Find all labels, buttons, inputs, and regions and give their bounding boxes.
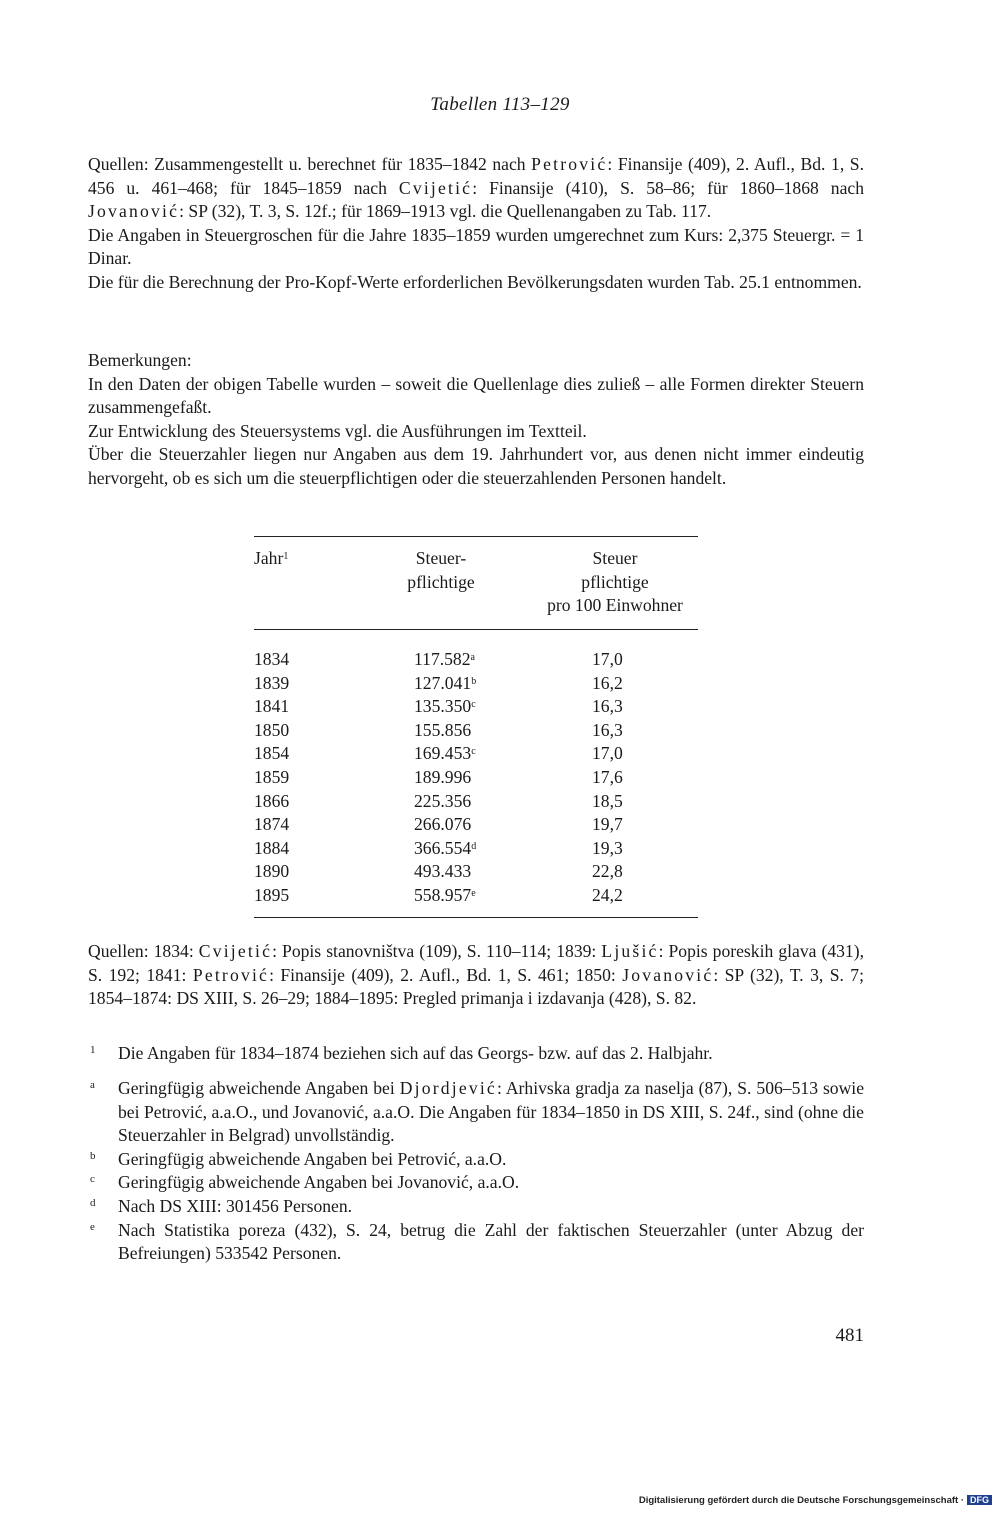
running-head: Tabellen 113–129 [430, 94, 570, 115]
table-sources-paragraph [88, 940, 864, 1011]
cell-value: 169.453 [414, 743, 472, 764]
cell-per-100: 18,5 [592, 790, 623, 811]
cell-value: 266.076 [414, 814, 472, 835]
footnote-c [88, 1171, 864, 1195]
table-body [254, 648, 698, 908]
footnote-mark: d [90, 1196, 96, 1209]
cell-value: 366.554 [414, 837, 472, 858]
cell-value: 493.433 [414, 861, 472, 882]
table-row [254, 790, 698, 814]
remarks-paragraph-2: Zur Entwicklung des Steuersystems vgl. die Ausführungen im Textteil. [88, 420, 587, 441]
cell-taxpayers [414, 790, 471, 814]
footnote-mark: b [90, 1149, 96, 1162]
cell-value: 135.350 [414, 696, 472, 717]
author-name: Cvijetić [398, 177, 473, 198]
header-line: pflichtige [407, 571, 475, 592]
cell-per-100: 19,3 [592, 837, 623, 858]
cell-value: 558.957 [414, 884, 472, 905]
footnote-ref: c [471, 746, 476, 758]
cell-year: 1854 [254, 743, 290, 764]
footnote-mark: 1 [90, 1044, 96, 1056]
table-bottom-rule [254, 917, 698, 918]
cell-year: 1890 [254, 861, 290, 882]
footnote-mark: a [90, 1079, 95, 1091]
header-line: pro 100 Einwohner [547, 595, 683, 616]
remarks-paragraph-3: Über die Steuerzahler liegen nur Angaben aus dem 19. Jahrhundert vor, aus denen nicht immer eindeutig hervorgeht, ob es sich um die steuerpflichtigen oder die steuerzahlenden Personen handelt. [88, 444, 864, 488]
footnote-text: Geringfügig abweichende Angaben bei Jovanović, a.a.O. [118, 1172, 520, 1193]
footnote-mark: c [90, 1173, 95, 1186]
table-top-rule [254, 536, 698, 537]
page-number: 481 [835, 1325, 864, 1346]
footnote-a [88, 1077, 864, 1148]
table-row [254, 742, 698, 766]
footnote-ref: 1 [283, 551, 289, 562]
cell-year: 1841 [254, 696, 290, 717]
table-row [254, 766, 698, 790]
author-name: Jovanović [88, 201, 180, 222]
cell-per-100: 19,7 [592, 814, 623, 835]
cell-value: 127.041 [414, 672, 472, 693]
cell-value: 155.856 [414, 719, 472, 740]
table-row [254, 648, 698, 672]
cell-per-100: 16,3 [592, 719, 623, 740]
cell-taxpayers [414, 884, 476, 908]
footnote-ref: d [471, 840, 477, 852]
cell-year: 1834 [254, 649, 290, 669]
text-run: : SP (32), T. 3, S. 7; 1854–1874: DS XIII, S. 26–29; 1884–1895: Pregled primanja i izdavanja (428), S. 82. [88, 964, 864, 1009]
footnote-ref: c [471, 699, 476, 711]
table-header-rule [254, 629, 698, 630]
cell-per-100: 16,2 [592, 672, 623, 693]
author-name: Petrović [531, 154, 608, 174]
cell-taxpayers [414, 813, 471, 837]
cell-year: 1839 [254, 672, 290, 693]
remarks-heading: Bemerkungen: [88, 350, 192, 370]
sources-paragraph-2: Die Angaben in Steuergroschen für die Jahre 1835–1859 wurden umgerechnet zum Kurs: 2,375 Steuergr. = 1 Dinar. [88, 224, 864, 269]
footnote [88, 1042, 864, 1066]
text-run: : Popis stanovništva (109), S. 110–114; 1839: [272, 941, 602, 961]
text-run: Geringfügig abweichende Angaben bei [118, 1078, 400, 1098]
remarks-block [88, 349, 864, 491]
cell-taxpayers [414, 837, 476, 861]
header-line: Steuer [592, 548, 638, 568]
footnote-ref: e [471, 887, 476, 899]
cell-taxpayers [414, 860, 471, 884]
cell-per-100: 22,8 [592, 861, 623, 882]
table-row [254, 860, 698, 884]
footnote-1 [88, 1042, 864, 1066]
footnote-list [88, 1077, 864, 1266]
dfg-logo: DFG [967, 1495, 992, 1505]
text-run: : SP (32), T. 3, S. 12f.; für 1869–1913 vgl. die Quellenangaben zu Tab. 117. [179, 201, 712, 222]
cell-per-100: 24,2 [592, 884, 623, 905]
text-run: Quellen: Zusammengestellt u. berechnet für 1835–1842 nach [88, 154, 532, 174]
table-row [254, 837, 698, 861]
text-run: : Finansije (410), S. 58–86; für 1860–1868 nach [472, 177, 864, 198]
credit-text: Digitalisierung gefördert durch die Deutsche Forschungsgemeinschaft · [638, 1495, 964, 1506]
footnote-text: Nach Statistika poreza (432), S. 24, betrug die Zahl der faktischen Steuerzahler (unter Abzug der Befreiungen) 533542 Personen. [118, 1219, 864, 1264]
cell-year: 1866 [254, 790, 290, 811]
sources-paragraph-3: Die für die Berechnung der Pro-Kopf-Werte erforderlichen Bevölkerungsdaten wurden Tab. 25.1 entnommen. [88, 271, 862, 292]
footnote-b [88, 1148, 864, 1172]
cell-taxpayers [414, 648, 475, 672]
footnote-d [88, 1195, 864, 1219]
text-run: : Popis poreskih glava (431), S. 192; 1841: [88, 941, 864, 985]
author-name: Petrović [192, 964, 270, 985]
cell-year: 1850 [254, 719, 290, 740]
footnote-text: Nach DS XIII: 301456 Personen. [118, 1195, 353, 1216]
author-name: Jovanović [622, 964, 714, 985]
footnote-mark: e [90, 1220, 95, 1233]
author-name: Ljušić [601, 941, 659, 961]
cell-taxpayers [414, 766, 471, 790]
cell-taxpayers [414, 719, 471, 743]
table-row [254, 813, 698, 837]
column-header-year [254, 547, 288, 571]
footnote-text: Geringfügig abweichende Angaben bei Petrović, a.a.O. [118, 1148, 507, 1169]
cell-per-100: 17,6 [592, 766, 623, 787]
table-row [254, 884, 698, 908]
author-name: Cvijetić [198, 941, 273, 961]
cell-taxpayers [414, 695, 476, 719]
footnote-e [88, 1219, 864, 1266]
header-line: Steuer- [415, 548, 467, 568]
cell-year: 1859 [254, 766, 290, 787]
table-row [254, 672, 698, 696]
header-text: Jahr [254, 548, 284, 568]
cell-value: 189.996 [414, 766, 472, 787]
footnote-text [88, 1077, 864, 1148]
cell-per-100: 17,0 [592, 649, 623, 669]
cell-value: 225.356 [414, 790, 472, 811]
cell-per-100: 17,0 [592, 743, 623, 764]
sources-paragraph-1 [88, 153, 864, 224]
column-header-taxpayers [386, 547, 496, 594]
footnote-ref: b [471, 675, 477, 687]
cell-per-100: 16,3 [592, 696, 623, 717]
cell-year: 1884 [254, 837, 290, 858]
table-row [254, 695, 698, 719]
text-run: Quellen: 1834: [88, 941, 199, 961]
text-run: : Finansije (409), 2. Aufl., Bd. 1, S. 461; 1850: [269, 964, 623, 985]
remarks-paragraph-1: In den Daten der obigen Tabelle wurden – soweit die Quellenlage dies zuließ – alle Formen direkter Steuern zusammengefaßt. [88, 373, 864, 418]
text-run: : Finansije (409), 2. Aufl., Bd. 1, S. 456 u. 461–468; für 1845–1859 nach [88, 154, 864, 198]
cell-value: 117.582 [414, 649, 471, 669]
table-row [254, 719, 698, 743]
cell-year: 1874 [254, 814, 290, 835]
digitization-credit [639, 1495, 992, 1506]
table-sources-block [88, 940, 864, 1011]
author-name: Djordjević [399, 1078, 497, 1098]
cell-taxpayers [414, 672, 476, 696]
header-line: pflichtige [581, 571, 649, 592]
cell-taxpayers [414, 742, 476, 766]
footnote-text: Die Angaben für 1834–1874 beziehen sich auf das Georgs- bzw. auf das 2. Halbjahr. [118, 1043, 713, 1063]
sources-block [88, 153, 864, 295]
cell-year: 1895 [254, 884, 290, 905]
text-run: : Arhivska gradja za naselja (87), S. 506–513 sowie bei Petrović, a.a.O., und Jovanović, a.a.O. Die Angaben für 1834–1850 in DS XIII, S. 24f., sind (ohne die Steuerzahler in Belgrad) unvollständig. [118, 1078, 864, 1146]
footnote-ref: a [470, 652, 475, 663]
column-header-per-100 [532, 547, 698, 618]
